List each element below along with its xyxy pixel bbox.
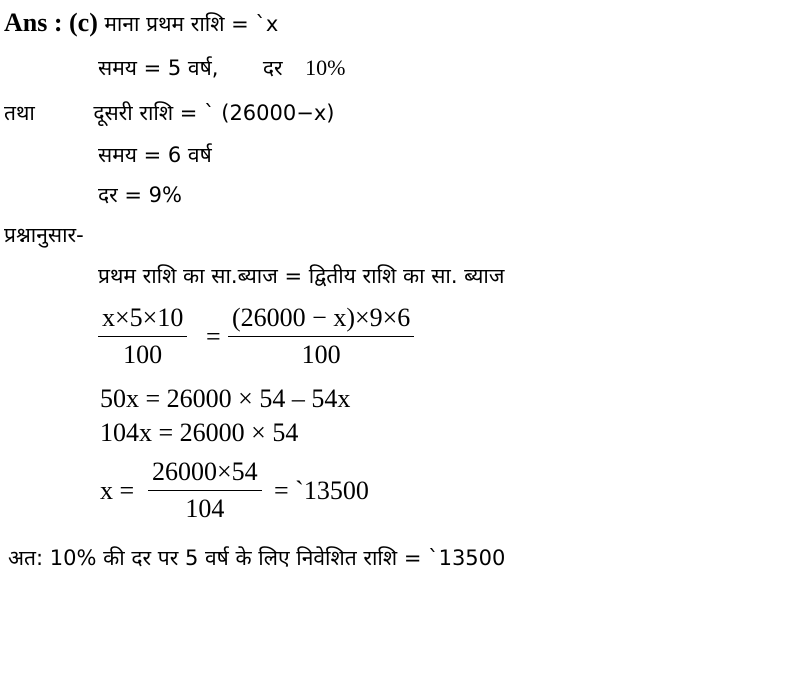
- interest-equality: प्रथम राशि का सा.ब्याज = द्वितीय राशि का सा. ब्याज: [98, 264, 505, 288]
- result-value: = `13500: [274, 476, 369, 505]
- also-label: तथा: [4, 101, 35, 125]
- fraction-left-denominator: 100: [123, 340, 163, 369]
- time-rate-line-1: [98, 52, 345, 83]
- first-amount: माना प्रथम राशि = `x: [104, 12, 279, 36]
- step-2: 50x = 26000 × 54 – 54x: [100, 384, 351, 413]
- second-amount-line: [4, 97, 334, 128]
- fraction-right-numerator: (26000 − x)×9×6: [228, 302, 414, 337]
- step-3: 104x = 26000 × 54: [100, 418, 299, 447]
- fraction-result-denominator: 104: [185, 494, 225, 523]
- x-equals: x =: [100, 476, 135, 505]
- equals-sign: =: [206, 322, 221, 351]
- answer-line: [4, 8, 278, 39]
- according-label: प्रश्नानुसार-: [4, 223, 84, 247]
- rate-2: दर = 9%: [98, 183, 183, 207]
- time-2: समय = 6 वर्ष: [98, 143, 212, 167]
- second-amount: दूसरी राशि = ` (26000−x): [93, 101, 335, 125]
- rate-1-value: 10%: [305, 55, 346, 80]
- time-1: समय = 5 वर्ष,: [98, 56, 219, 80]
- fraction-left: [98, 302, 187, 371]
- answer-label: Ans : (c): [4, 8, 98, 37]
- fraction-result-numerator: 26000×54: [148, 456, 262, 491]
- fraction-right-denominator: 100: [301, 340, 341, 369]
- conclusion: अत: 10% की दर पर 5 वर्ष के लिए निवेशित राशि = `13500: [8, 546, 506, 570]
- fraction-result: [148, 456, 262, 525]
- fraction-right: [228, 302, 414, 371]
- fraction-left-numerator: x×5×10: [98, 302, 187, 337]
- rate-1-label: दर: [262, 56, 283, 80]
